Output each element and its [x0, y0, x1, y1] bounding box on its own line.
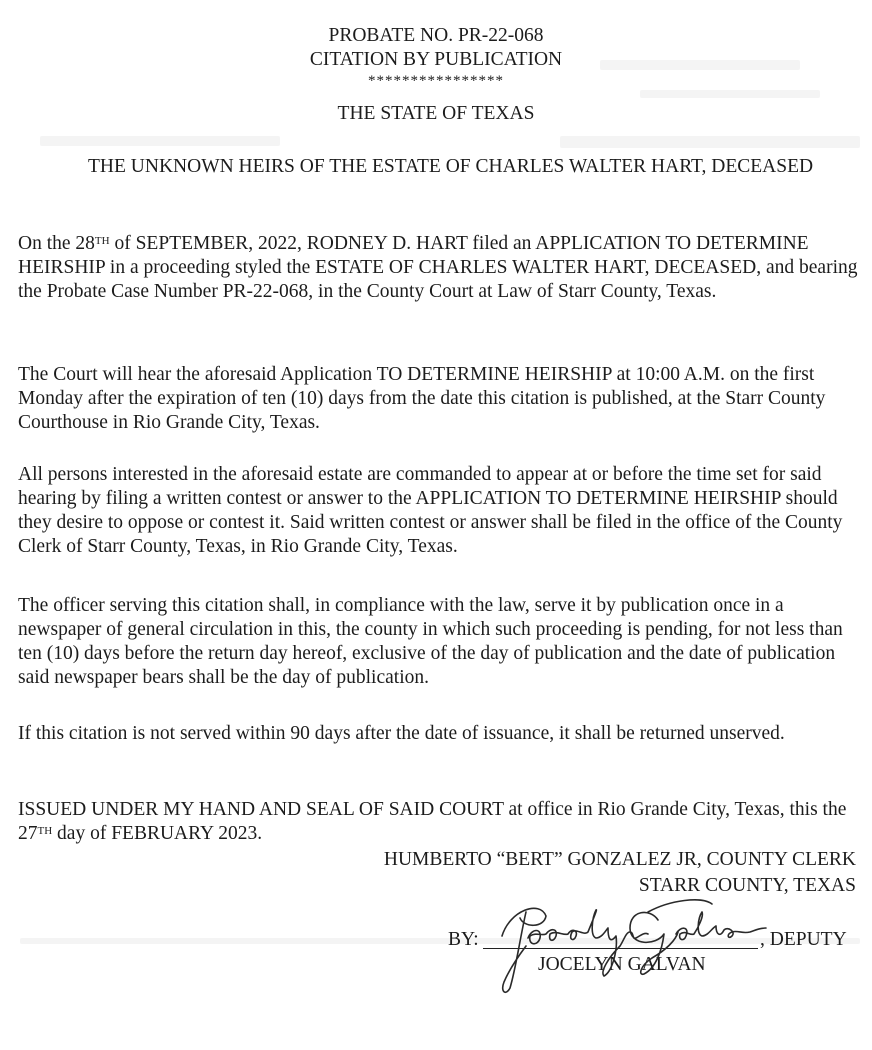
paragraph-filing: On the 28TH of SEPTEMBER, 2022, RODNEY D. HART filed an APPLICATION TO DETERMINE HEIRSHIP in a proceeding styled the ESTATE OF CHARLES WALTER HART, DECEASED, and bearing the Probate Case Number PR-22-068, in the County Court at Law of Starr County, Texas. [18, 233, 858, 302]
by-label: BY: [448, 929, 479, 950]
handwritten-signature [480, 888, 770, 1000]
state-heading: THE STATE OF TEXAS [337, 103, 535, 124]
paragraph-issued: ISSUED UNDER MY HAND AND SEAL OF SAID COURT at office in Rio Grande City, Texas, this the 27TH day of FEBRUARY 2023. [18, 799, 847, 844]
county-name: STARR COUNTY, TEXAS [638, 875, 856, 896]
asterisk-divider: **************** [368, 73, 504, 89]
signature-text: Jocelyn Galvan [480, 888, 487, 889]
bleed-through-mark [40, 136, 280, 146]
bleed-through-mark [560, 136, 860, 148]
probate-number: PROBATE NO. PR-22-068 [328, 25, 544, 46]
paragraph-contest: All persons interested in the aforesaid estate are commanded to appear at or before the time set for said hearing by filing a written contest or answer to the APPLICATION TO DETERMINE HEIRSHIP should they desire to oppose or contest it. Said written contest or answer shall be filed in the office of the County Clerk of Starr County, Texas, in Rio Grande City, Texas. [18, 464, 843, 557]
paragraph-service: The officer serving this citation shall, in compliance with the law, serve it by publication once in a newspaper of general circulation in this, the county in which such proceeding is pending, for not less than ten (10) days before the return day hereof, exclusive of the day of publication and the date of publication said newspaper bears shall be the day of publication. [18, 595, 843, 688]
paragraph-return: If this citation is not served within 90 days after the date of issuance, it shall be returned unserved. [18, 723, 785, 744]
paragraph-hearing: The Court will hear the aforesaid Application TO DETERMINE HEIRSHIP at 10:00 A.M. on the first Monday after the expiration of ten (10) days from the date this citation is published, at the Starr County Courthouse in Rio Grande City, Texas. [18, 364, 826, 433]
bleed-through-mark [640, 90, 820, 98]
deputy-name: JOCELYN GALVAN [538, 954, 706, 975]
addressee: THE UNKNOWN HEIRS OF THE ESTATE OF CHARLES WALTER HART, DECEASED [88, 156, 814, 177]
deputy-title: , DEPUTY [760, 929, 847, 950]
document-type: CITATION BY PUBLICATION [309, 49, 563, 70]
county-clerk-name: HUMBERTO “BERT” GONZALEZ JR, COUNTY CLERK [383, 849, 856, 870]
